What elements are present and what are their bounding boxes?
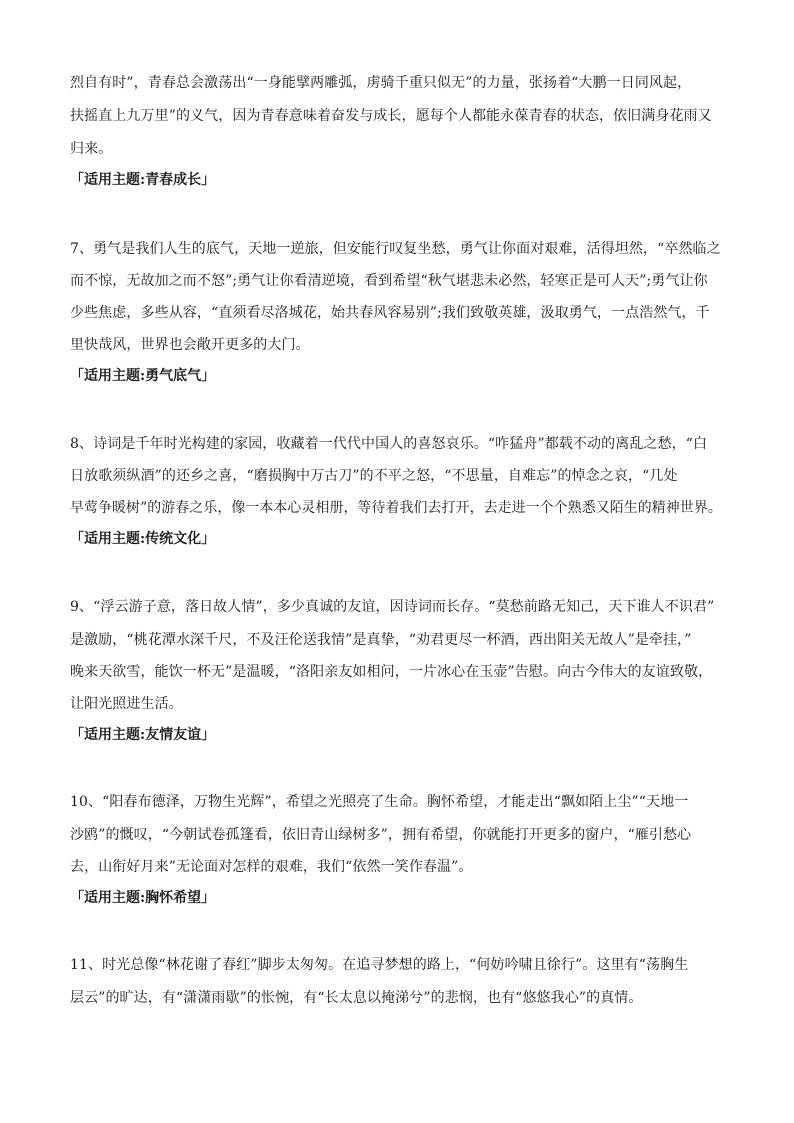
theme-label: 「适用主题:勇气底气」 (70, 368, 216, 384)
paragraph-line: 8、诗词是千年时光构建的家园，收藏着一代代中国人的喜怒哀乐。“咋猛舟”都载不动的离乱之愁，“白 (70, 436, 708, 452)
paragraph-line: 早莺争暖树”的游春之乐，像一本本心灵相册，等待着我们去打开，去走进一个个熟悉又陌生的精神世界。 (70, 500, 722, 516)
theme-label: 「适用主题:胸怀希望」 (70, 890, 216, 906)
paragraph-line: 而不惊，无故加之而不怒”;勇气让你看清逆境，看到希望“秋气堪悲未必然，轻寒正是可人天”;勇气让你 (70, 273, 708, 289)
paragraph-line: 烈自有时”，青春总会激荡出“一身能擘两雕弧，虏骑千重只似无”的力量，张扬着“大鹏一日同风起， (70, 75, 692, 91)
paragraph-line: 是激励，“桃花潭水深千尺，不及汪伦送我情”是真挚，“劝君更尽一杯酒，西出阳关无故人”是牵挂，” (70, 632, 692, 648)
paragraph-line: 7、勇气是我们人生的底气，天地一逆旅，但安能行叹复坐愁，勇气让你面对艰难，活得坦然，“卒然临之 (70, 241, 721, 257)
theme-label: 「适用主题:青春成长」 (70, 172, 216, 188)
paragraph-line: 层云”的旷达，有“潇潇雨歇”的怅惋，有“长太息以掩涕兮”的悲悯，也有“悠悠我心”的真情。 (70, 990, 643, 1006)
paragraph-line: 去，山衔好月来”无论面对怎样的艰难，我们“依然一笑作春温”。 (70, 859, 473, 875)
theme-label: 「适用主题:友情友谊」 (70, 727, 216, 743)
paragraph-line: 9、“浮云游子意，落日故人情”，多少真诚的友谊，因诗词而长存。“莫愁前路无知己，天下谁人不识君” (70, 599, 715, 615)
paragraph-line: 扶摇直上九万里”的义气，因为青春意味着奋发与成长，愿每个人都能永葆青春的状态，依旧满身花雨又 (70, 108, 712, 124)
paragraph-line: 里快哉风，世界也会敞开更多的大门。 (70, 337, 310, 353)
paragraph-line: 日放歌须纵酒”的还乡之喜，“磨损胸中万古刀”的不平之怒，“不思量，自难忘”的悼念之哀，“几处 (70, 468, 678, 484)
paragraph-line: 归来。 (70, 141, 113, 157)
paragraph-line: 沙鸥”的慨叹，“今朝试卷孤篷看，依旧青山绿树多”，拥有希望，你就能打开更多的窗户，“雁引愁心 (70, 827, 692, 843)
paragraph-line: 让阳光照进生活。 (70, 696, 183, 712)
paragraph-line: 10、“阳春布德泽，万物生光辉”，希望之光照亮了生命。胸怀希望，才能走出“飘如陌上尘”“天地一 (70, 794, 689, 810)
paragraph-line: 11、时光总像“林花谢了春红”脚步太匆匆。在追寻梦想的路上，“何妨吟啸且徐行”。这里有“荡胸生 (70, 957, 689, 973)
theme-label: 「适用主题:传统文化」 (70, 531, 216, 547)
paragraph-line: 晚来天欲雪，能饮一杯无”是温暖，“洛阳亲友如相问，一片冰心在玉壶”告慰。向古今伟大的友谊致敬， (70, 664, 713, 680)
paragraph-line: 少些焦虑，多些从容，“直须看尽洛城花，始共春风容易别”;我们致敬英雄，汲取勇气，一点浩然气，千 (70, 305, 710, 321)
